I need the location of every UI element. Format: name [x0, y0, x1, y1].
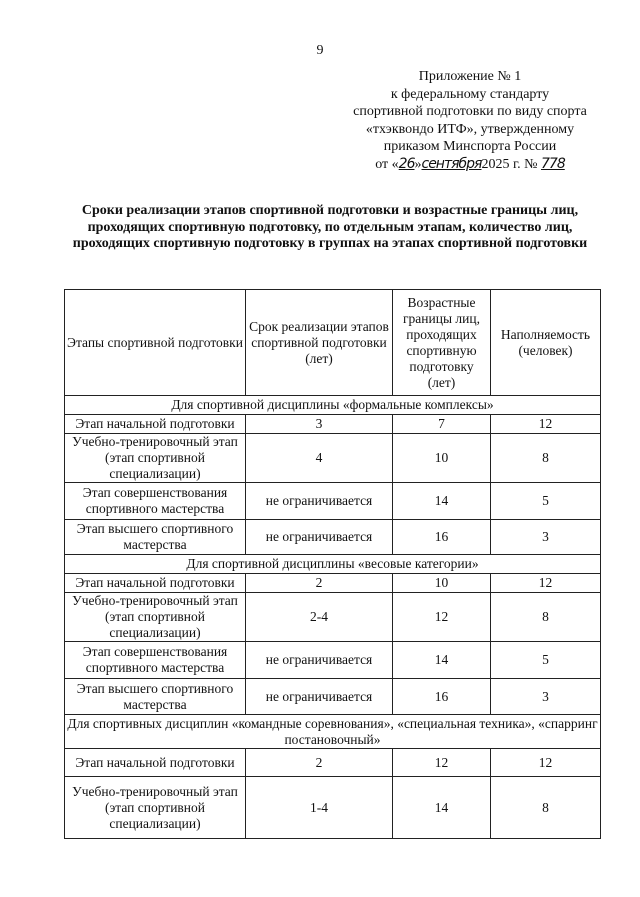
cell-size: 8 — [491, 777, 601, 839]
appendix-line: приказом Минспорта России — [383, 139, 557, 154]
cell-term: не ограничивается — [246, 642, 393, 679]
cell-stage: Этап начальной подготовки — [65, 749, 246, 777]
header-term: Срок реализации этапов спортивной подготовки (лет) — [246, 290, 393, 396]
cell-age: 14 — [393, 642, 491, 679]
handwritten-month: сентября — [421, 155, 482, 172]
cell-size: 3 — [491, 679, 601, 715]
sports-stages-table — [64, 289, 601, 839]
table-row — [65, 483, 601, 520]
cell-age: 12 — [393, 749, 491, 777]
table-row — [65, 593, 601, 642]
table-header-row — [65, 290, 601, 396]
cell-age: 7 — [393, 415, 491, 434]
table-row — [65, 520, 601, 555]
cell-stage: Учебно-тренировочный этап (этап спортивной специализации) — [65, 434, 246, 483]
cell-age: 16 — [393, 679, 491, 715]
date-prefix: от « — [375, 156, 399, 172]
appendix-line: Приложение № 1 — [418, 69, 522, 84]
date-separator: » — [414, 156, 422, 172]
cell-age: 16 — [393, 520, 491, 555]
table-row — [65, 642, 601, 679]
cell-term: 2-4 — [246, 593, 393, 642]
section-row — [65, 555, 601, 574]
appendix-block — [330, 68, 610, 173]
section-row — [65, 396, 601, 415]
header-size: Наполняемость (человек) — [491, 290, 601, 396]
cell-stage: Этап совершенствования спортивного мастерства — [65, 483, 246, 520]
cell-stage: Этап начальной подготовки — [65, 415, 246, 434]
cell-size: 3 — [491, 520, 601, 555]
section-title: Для спортивных дисциплин «командные соревнования», «специальная техника», «спарринг постановочный» — [65, 715, 601, 749]
cell-term: 2 — [246, 749, 393, 777]
cell-term: не ограничивается — [246, 520, 393, 555]
cell-term: 2 — [246, 574, 393, 593]
cell-size: 8 — [491, 593, 601, 642]
cell-age: 10 — [393, 434, 491, 483]
cell-term: не ограничивается — [246, 483, 393, 520]
handwritten-day: 26 — [398, 155, 415, 172]
cell-stage: Этап высшего спортивного мастерства — [65, 520, 246, 555]
table-row — [65, 749, 601, 777]
table-row — [65, 679, 601, 715]
cell-size: 8 — [491, 434, 601, 483]
cell-stage: Этап совершенствования спортивного мастерства — [65, 642, 246, 679]
cell-size: 12 — [491, 574, 601, 593]
table-row — [65, 415, 601, 434]
document-title: Сроки реализации этапов спортивной подготовки и возрастные границы лиц, проходящих спортивную подготовку, по отдельным этапам, количество лиц, проходящих спортивную подготовку в группах на этапах спортивной подготовки — [72, 203, 588, 251]
section-row — [65, 715, 601, 749]
cell-size: 12 — [491, 749, 601, 777]
cell-stage: Этап начальной подготовки — [65, 574, 246, 593]
cell-stage: Этап высшего спортивного мастерства — [65, 679, 246, 715]
cell-term: 3 — [246, 415, 393, 434]
appendix-line: к федеральному стандарту — [390, 86, 550, 102]
cell-age: 10 — [393, 574, 491, 593]
cell-age: 14 — [393, 483, 491, 520]
cell-size: 5 — [491, 642, 601, 679]
cell-age: 14 — [393, 777, 491, 839]
order-year: 2025 г. № — [481, 156, 538, 172]
handwritten-order-number: 778 — [541, 155, 565, 172]
cell-term: не ограничивается — [246, 679, 393, 715]
cell-term: 1-4 — [246, 777, 393, 839]
cell-term: 4 — [246, 434, 393, 483]
header-stages: Этапы спортивной подготовки — [65, 290, 246, 396]
section-title: Для спортивной дисциплины «формальные комплексы» — [65, 396, 601, 415]
table-row — [65, 574, 601, 593]
cell-stage: Учебно-тренировочный этап (этап спортивной специализации) — [65, 593, 246, 642]
cell-size: 12 — [491, 415, 601, 434]
header-age: Возрастные границы лиц, проходящих спортивную подготовку (лет) — [393, 290, 491, 396]
appendix-line: спортивной подготовки по виду спорта — [353, 104, 587, 119]
table-row — [65, 777, 601, 839]
section-title: Для спортивной дисциплины «весовые категории» — [65, 555, 601, 574]
cell-size: 5 — [491, 483, 601, 520]
order-date-line — [330, 156, 610, 174]
cell-age: 12 — [393, 593, 491, 642]
cell-stage: Учебно-тренировочный этап (этап спортивной специализации) — [65, 777, 246, 839]
table-row — [65, 434, 601, 483]
page-number: 9 — [316, 43, 324, 58]
appendix-line: «тхэквондо ИТФ», утвержденному — [365, 121, 575, 137]
